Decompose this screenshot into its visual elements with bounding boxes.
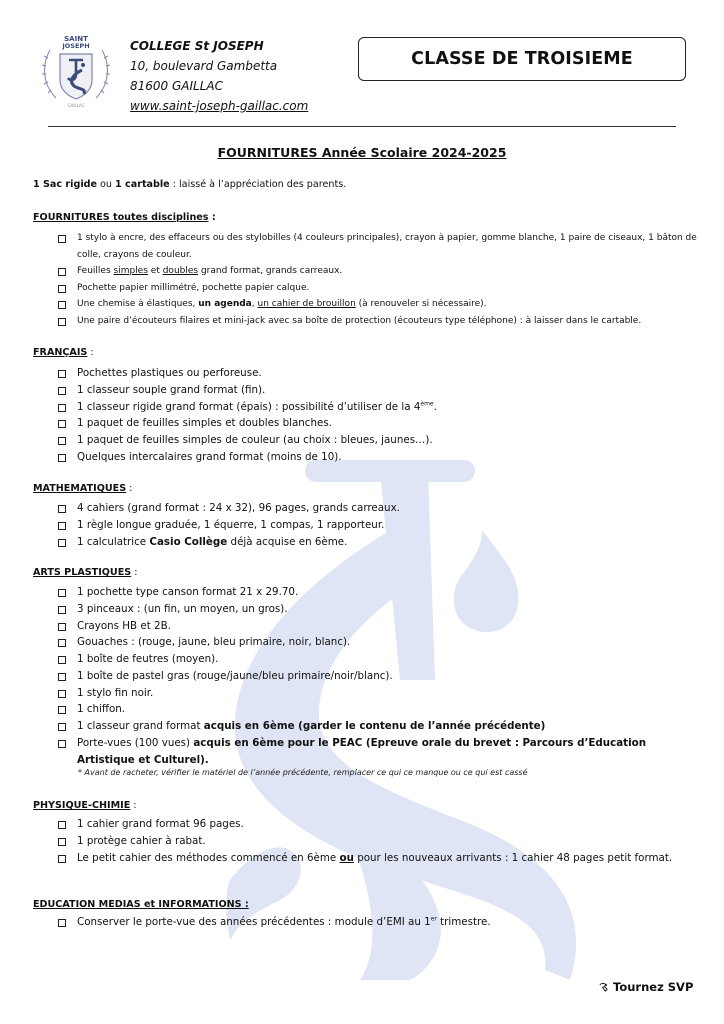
header-divider [48, 126, 676, 127]
item-text: 1 paquet de feuilles simples de couleur (au choix : bleues, jaunes…). [77, 434, 433, 446]
list-item [58, 280, 309, 297]
checkbox[interactable] [58, 706, 66, 714]
item-text: 1 boîte de feutres (moyen). [77, 653, 219, 665]
section-heading-general [33, 212, 216, 223]
item-text: 1 protège cahier à rabat. [77, 835, 206, 847]
school-website-link[interactable]: www.saint-joseph-gaillac.com [130, 99, 309, 113]
checkbox[interactable] [58, 318, 66, 326]
checkbox[interactable] [58, 919, 66, 927]
list-item [58, 382, 265, 399]
item-text: 3 pinceaux : (un fin, un moyen, un gros). [77, 603, 288, 615]
checkbox[interactable] [58, 589, 66, 597]
list-item [58, 313, 641, 330]
intro-cartable: 1 cartable [115, 179, 170, 190]
section-title: PHYSIQUE-CHIMIE [33, 800, 131, 811]
checkbox[interactable] [58, 821, 66, 829]
checkbox[interactable] [58, 606, 66, 614]
school-address-line1: 10, boulevard Gambetta [130, 59, 278, 73]
list-item [58, 833, 206, 850]
section-suffix: : [87, 347, 94, 358]
school-info [130, 36, 308, 116]
item-text: Une chemise à élastiques, un agenda, un cahier de brouillon (à renouveler si nécessaire). [77, 299, 487, 309]
checkbox[interactable] [58, 301, 66, 309]
item-text: 1 cahier grand format 96 pages. [77, 818, 244, 830]
section-title: FRANÇAIS [33, 347, 88, 358]
class-label: CLASSE DE TROISIEME [411, 49, 633, 69]
turn-page-icon [598, 982, 609, 993]
list-item [58, 634, 350, 651]
checkbox[interactable] [58, 723, 66, 731]
section-heading-arts [33, 567, 137, 578]
section-title: ARTS PLASTIQUES [33, 567, 132, 578]
item-text: Porte-vues (100 vues) acquis en 6ème pour le PEAC (Epreuve orale du brevet : Parcours d’Education Artistique et Culturel). [77, 737, 647, 766]
checkbox[interactable] [58, 420, 66, 428]
checkbox[interactable] [58, 370, 66, 378]
section-title: EDUCATION MEDIAS et INFORMATIONS : [33, 899, 249, 910]
item-text: 1 règle longue graduée, 1 équerre, 1 compas, 1 rapporteur. [77, 519, 385, 531]
svg-text:JOSEPH: JOSEPH [62, 42, 90, 50]
please-turn-over-label: Tournez SVP [613, 980, 694, 994]
checkbox[interactable] [58, 505, 66, 513]
item-text: Feuilles simples et doubles grand format, grands carreaux. [77, 266, 343, 276]
section-suffix: : [208, 212, 216, 223]
item-text: 1 calculatrice Casio Collège déjà acquise en 6ème. [77, 536, 348, 548]
item-text: Le petit cahier des méthodes commencé en 6ème ou pour les nouveaux arrivants : 1 cahier 48 pages petit format. [77, 852, 673, 864]
checkbox[interactable] [58, 387, 66, 395]
item-text: 1 pochette type canson format 21 x 29.70. [77, 586, 299, 598]
item-text: Conserver le porte-vue des années précédentes : module d’EMI au 1er trimestre. [77, 915, 491, 928]
list-item [58, 365, 262, 382]
section-heading-physique [33, 800, 137, 811]
checkbox[interactable] [58, 522, 66, 530]
list-item [58, 816, 244, 833]
school-name: COLLEGE St JOSEPH [130, 39, 264, 53]
item-text: Pochette papier millimétré, pochette papier calque. [77, 283, 310, 293]
item-text: 1 classeur rigide grand format (épais) : possibilité d’utiliser de la 4ème. [77, 400, 437, 413]
list-item [58, 718, 545, 735]
list-item [58, 517, 384, 534]
intro-line [33, 179, 346, 190]
section-heading-francais [33, 347, 94, 358]
checkbox[interactable] [58, 404, 66, 412]
checkbox[interactable] [58, 639, 66, 647]
section-heading-emi [33, 899, 249, 910]
please-turn-over [598, 980, 693, 994]
item-text: Gouaches : (rouge, jaune, bleu primaire, noir, blanc). [77, 636, 351, 648]
item-text: 4 cahiers (grand format : 24 x 32), 96 pages, grands carreaux. [77, 502, 400, 514]
intro-or: ou [96, 179, 116, 190]
list-item [58, 230, 698, 264]
checkbox[interactable] [58, 838, 66, 846]
item-text: 1 classeur souple grand format (fin). [77, 384, 266, 396]
arts-note: * Avant de racheter, vérifier le matériel de l’année précédente, remplacer ce qui ce manque ou ce qui est cassé [78, 768, 528, 777]
item-text: Une paire d’écouteurs filaires et mini-jack avec sa boîte de protection (écouteurs type téléphone) : à laisser dans le cartable. [77, 316, 642, 326]
item-text: 1 paquet de feuilles simples et doubles blanches. [77, 417, 332, 429]
item-text: 1 stylo fin noir. [77, 687, 154, 699]
list-item [58, 914, 491, 931]
intro-rest: : laissé à l’appréciation des parents. [169, 179, 347, 190]
item-text: 1 classeur grand format acquis en 6ème (garder le contenu de l’année précédente) [77, 720, 546, 732]
checkbox[interactable] [58, 437, 66, 445]
section-heading-maths [33, 483, 132, 494]
item-text: 1 boîte de pastel gras (rouge/jaune/bleu primaire/noir/blanc). [77, 670, 393, 682]
list-item [58, 651, 218, 668]
section-title: MATHEMATIQUES [33, 483, 127, 494]
list-item [58, 432, 433, 449]
checkbox[interactable] [58, 740, 66, 748]
checkbox[interactable] [58, 454, 66, 462]
list-item [58, 668, 393, 685]
document-title: FOURNITURES Année Scolaire 2024-2025 [217, 145, 507, 160]
checkbox[interactable] [58, 285, 66, 293]
list-item [58, 601, 288, 618]
list-item [58, 735, 698, 769]
list-item [58, 500, 400, 517]
checkbox[interactable] [58, 855, 66, 863]
section-title: FOURNITURES toutes disciplines [33, 212, 209, 223]
checkbox[interactable] [58, 690, 66, 698]
checkbox[interactable] [58, 268, 66, 276]
intro-sac: 1 Sac rigide [33, 179, 97, 190]
list-item [58, 449, 342, 466]
section-suffix: : [130, 800, 137, 811]
school-logo [36, 30, 116, 110]
checkbox[interactable] [58, 673, 66, 681]
checkbox[interactable] [58, 235, 66, 243]
list-item [58, 534, 347, 551]
item-text: 1 chiffon. [77, 703, 126, 715]
list-item [58, 399, 437, 416]
checkbox[interactable] [58, 623, 66, 631]
class-label-box [358, 37, 686, 81]
list-item [58, 263, 342, 280]
svg-text:GAILLAC: GAILLAC [67, 103, 85, 108]
list-item [58, 618, 171, 635]
list-item [58, 296, 487, 313]
item-text: Crayons HB et 2B. [77, 620, 171, 632]
checkbox[interactable] [58, 539, 66, 547]
list-item [58, 850, 678, 867]
svg-text:SAINT: SAINT [64, 35, 88, 43]
list-item [58, 415, 332, 432]
list-item [58, 685, 153, 702]
section-suffix: : [131, 567, 138, 578]
checkbox[interactable] [58, 656, 66, 664]
item-text: Quelques intercalaires grand format (moins de 10). [77, 451, 342, 463]
list-item [58, 584, 298, 601]
item-text: Pochettes plastiques ou perforeuse. [77, 367, 262, 379]
item-text: 1 stylo à encre, des effaceurs ou des stylobilles (4 couleurs principales), crayon à papier, gomme blanche, 1 paire de ciseaux, 1 bâton de colle, crayons de couleur. [77, 233, 697, 260]
school-address-line2: 81600 GAILLAC [130, 79, 223, 93]
list-item [58, 701, 125, 718]
section-suffix: : [126, 483, 133, 494]
